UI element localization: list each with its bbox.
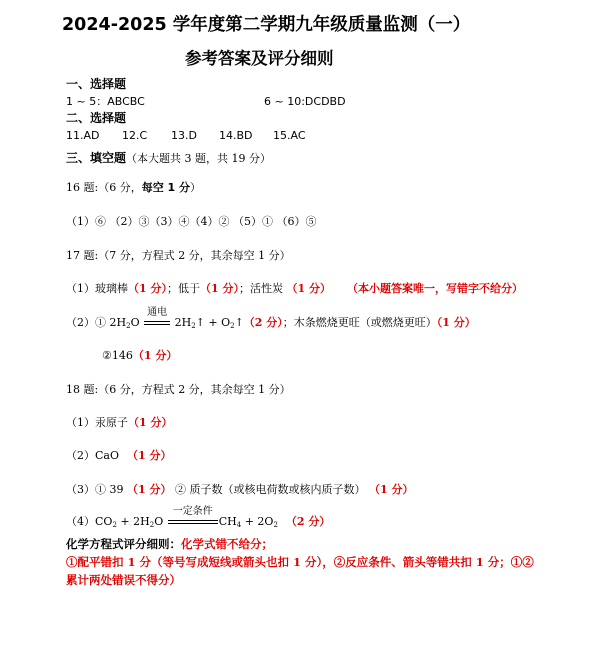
q18-line-1: [66, 417, 172, 428]
q17-2-eq-e: ↑: [234, 316, 244, 329]
q17-1-answer-a: （1）玻璃棒: [66, 282, 128, 295]
q18-line-2: [66, 450, 171, 461]
condition-label: 通电: [147, 307, 168, 318]
q18-4-sub: 2: [149, 521, 155, 529]
q17-1-score-b: （1 分）: [199, 282, 239, 295]
q17-2-score-a: （2 分）: [243, 316, 283, 329]
q17-2-sub: 2: [230, 322, 235, 330]
q18-4-eq-d: CH: [218, 515, 237, 528]
section-2-answer: 14.BD: [219, 129, 253, 142]
q17-2-eq-b: O: [130, 316, 140, 329]
section-3-heading: 三、填空题: [66, 151, 127, 165]
section-2-answer: 13.D: [171, 129, 197, 142]
document-title: 2024-2025 学年度第二学期九年级质量监测（一）: [62, 15, 471, 35]
q17-header: 17 题:（7 分，方程式 2 分，其余每空 1 分）: [66, 249, 291, 262]
reaction-condition: [143, 307, 171, 328]
q18-3-score-a: （1 分）: [127, 483, 172, 496]
rules-line-3: 累计两处错误不得分）: [66, 573, 181, 587]
q18-3-answer-b: ② 质子数（或核电荷数或核内质子数）: [171, 483, 369, 496]
q17-line-2: [66, 307, 476, 330]
q17-2-eq-a: （2）① 2H: [66, 316, 127, 329]
q17-2-sub: 2: [126, 322, 131, 330]
q17-2-eq-d: ↑ + O: [195, 316, 231, 329]
q17-1-note: （本小题答案唯一，写错字不给分）: [346, 282, 523, 295]
q17-2-sub: 2: [191, 322, 196, 330]
q17-2-eq-c: 2H: [174, 316, 192, 329]
section-3-heading-line: [66, 149, 271, 165]
equals-sign: [168, 520, 218, 524]
q18-2-answer: （2）CaO: [66, 449, 119, 462]
rules-heading: [66, 539, 273, 551]
q18-4-sub: 2: [112, 521, 117, 529]
q17-1-score-c: （1 分）: [286, 282, 331, 295]
q17-3-answer: ②146: [102, 349, 133, 362]
q18-4-eq-c: O: [154, 515, 164, 528]
q18-4-eq-e: + 2O: [241, 515, 274, 528]
rules-heading-red: 化学式错不给分；: [181, 537, 273, 551]
q18-header: 18 题:（6 分，方程式 2 分，其余每空 1 分）: [66, 383, 291, 396]
section-3-note: （本大题共 3 题，共 19 分）: [126, 152, 271, 165]
q17-line-1: [66, 283, 523, 294]
q17-line-3: [102, 350, 177, 361]
q17-1-answer-b: ；低于: [166, 282, 200, 295]
q18-line-4: [66, 506, 331, 529]
q18-3-score-b: （1 分）: [368, 483, 414, 496]
rules-heading-label: 化学方程式评分细则：: [66, 537, 181, 551]
rules-line-2: ①配平错扣 1 分（等号写成短线或箭头也扣 1 分），②反应条件、箭头等错共扣 1 分；①②: [66, 555, 534, 569]
section-1-answers-right: 6 ~ 10:DCDBD: [264, 95, 346, 108]
q18-line-3: [66, 484, 413, 495]
q18-4-sub: 4: [236, 521, 242, 529]
q16-header: [66, 182, 201, 193]
q18-1-answer: （1）汞原子: [66, 416, 128, 429]
q18-4-eq-b: + 2H: [116, 515, 150, 528]
q17-1-answer-c: ；活性炭: [238, 282, 287, 295]
q16-answers: （1）⑥ （2）③（3）④（4）② （5）① （6）⑤: [66, 215, 317, 228]
section-1-answers-left: 1 ~ 5：ABCBC: [66, 95, 145, 108]
q18-3-answer-a: （3）① 39: [66, 483, 127, 496]
q18-4-eq-a: （4）CO: [66, 515, 113, 528]
q17-2-answer: ；木条燃烧更旺（或燃烧更旺）: [282, 316, 437, 329]
q16-head: 16 题:（6 分，: [66, 181, 142, 194]
q18-2-score: （1 分）: [127, 449, 172, 462]
q17-1-score-a: （1 分）: [128, 282, 167, 295]
reaction-condition: [167, 506, 219, 527]
equals-sign: [144, 321, 170, 325]
document-subtitle: 参考答案及评分细则: [185, 49, 334, 68]
q16-head-bold: 每空 1 分: [141, 181, 191, 194]
q16-head-end: ）: [190, 181, 202, 194]
section-2-answer: 11.AD: [66, 129, 100, 142]
q17-3-score: （1 分）: [132, 349, 178, 362]
q17-2-score-b: （1 分）: [436, 316, 476, 329]
q18-4-score: （2 分）: [285, 515, 331, 528]
section-2-answer: 12.C: [122, 129, 148, 142]
section-1-heading: 一、选择题: [66, 77, 127, 91]
section-2-heading: 二、选择题: [66, 111, 127, 125]
q18-1-score: （1 分）: [128, 416, 173, 429]
section-2-answer: 15.AC: [273, 129, 306, 142]
q18-4-sub: 2: [273, 521, 278, 529]
condition-label: 一定条件: [172, 506, 213, 517]
